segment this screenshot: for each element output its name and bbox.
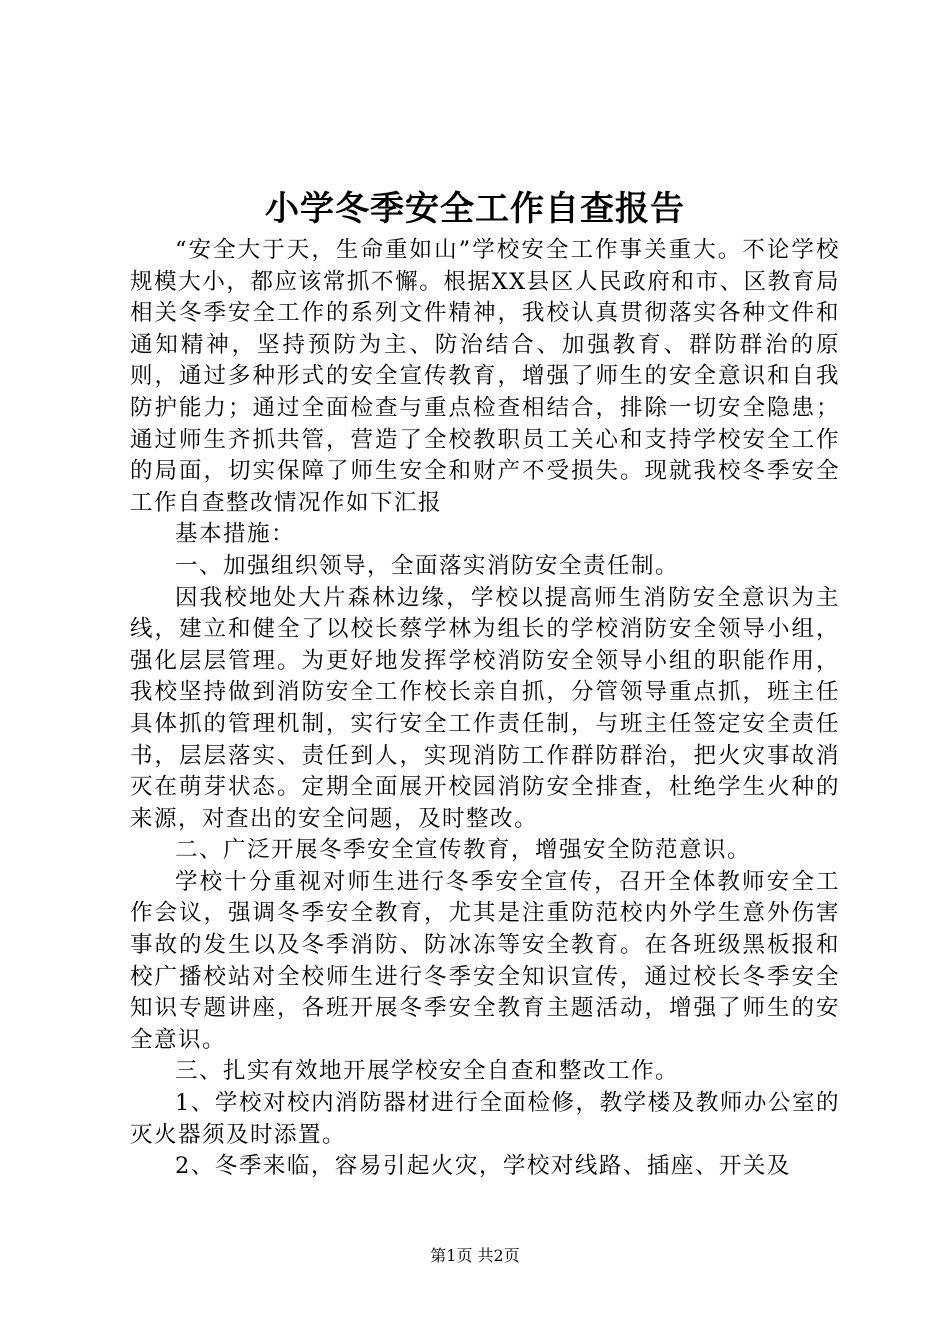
paragraph-section-1: 因我校地处大片森林边缘，学校以提高师生消防安全意识为主线，建立和健全了以校长蔡学林为组长的学校消防安全领导小组，强化层层管理。为更好地发挥学校消防安全领导小组的职能作用，我校坚持做到消防安全工作校长亲自抓，分管领导重点抓，班主任具体抓的管理机制，实行安全工作责任制，与班主任签定安全责任书，层层落实、责任到人，实现消防工作群防群治，把火灾事故消灭在萌芽状态。定期全面展开校园消防安全排查，杜绝学生火种的来源，对查出的安全问题，及时整改。 bbox=[130, 584, 840, 832]
heading-section-1: 一、加强组织领导，全面落实消防安全责任制。 bbox=[175, 552, 680, 579]
heading-section-2: 二、广泛开展冬季安全宣传教育，增强安全防范意识。 bbox=[175, 837, 752, 864]
page-footer: 第1页 共2页 bbox=[430, 1246, 520, 1265]
paragraph-basic-measures: 基本措施： bbox=[175, 521, 296, 548]
paragraph-item-1: 1、学校对校内消防器材进行全面检修，教学楼及教师办公室的灭火器须及时添置。 bbox=[130, 1090, 840, 1148]
document-title: 小学冬季安全工作自查报告 bbox=[265, 189, 685, 229]
paragraph-section-2: 学校十分重视对师生进行冬季安全宣传，召开全体教师安全工作会议，强调冬季安全教育，尤其是注重防范校内外学生意外伤害事故的发生以及冬季消防、防冰冻等安全教育。在各班级黑板报和校广播校站对全校师生进行冬季安全知识宣传，通过校长冬季安全知识专题讲座，各班开展冬季安全教育主题活动，增强了师生的安全意识。 bbox=[130, 868, 840, 1053]
paragraph-intro: “安全大于天，生命重如山”学校安全工作事关重大。不论学校规模大小，都应该常抓不懈。根据XX县区人民政府和市、区教育局相关冬季安全工作的系列文件精神，我校认真贯彻落实各种文件和通知精神，坚持预防为主、防治结合、加强教育、群防群治的原则，通过多种形式的安全宣传教育，增强了师生的安全意识和自我防护能力；通过全面检查与重点检查相结合，排除一切安全隐患；通过师生齐抓共管，营造了全校教职员工关心和支持学校安全工作的局面，切实保障了师生安全和财产不受损失。现就我校冬季安全工作自查整改情况作如下汇报 bbox=[130, 237, 840, 516]
paragraph-item-2: 2、冬季来临，容易引起火灾，学校对线路、插座、开关及 bbox=[175, 1153, 791, 1180]
document-body bbox=[130, 235, 840, 1183]
heading-section-3: 三、扎实有效地开展学校安全自查和整改工作。 bbox=[175, 1058, 680, 1085]
